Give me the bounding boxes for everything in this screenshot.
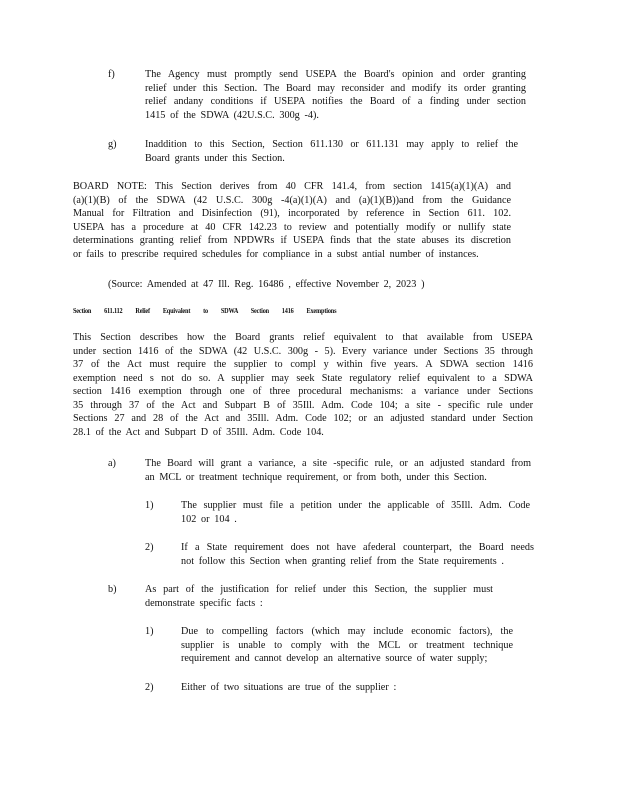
text-line: The supplier must file a petition under the applicable of 35Ill. Adm. Code bbox=[181, 500, 530, 511]
text-line: or fails to prescribe required schedules for compliance in a subst antial number of instances. bbox=[73, 248, 479, 260]
text-line: not follow this Section when granting relief from the State requirements . bbox=[181, 555, 504, 567]
text-line: This Section describes how the Board grants relief equivalent to that available from USEPA bbox=[73, 332, 533, 343]
text-line: 102 or 104 . bbox=[181, 513, 237, 525]
subsection-label-a: a) bbox=[108, 458, 116, 469]
subsection-label-b: b) bbox=[108, 584, 117, 595]
item-b1-text bbox=[181, 625, 513, 666]
item-g-text bbox=[145, 138, 518, 165]
text-line: Inaddition to this Section, Section 611.130 or 611.131 may apply to relief the bbox=[145, 139, 518, 150]
text-line: The Board will grant a variance, a site -specific rule, or an adjusted standard from bbox=[145, 458, 531, 469]
board-note bbox=[73, 180, 511, 261]
text-line: As part of the justification for relief under this Section, the supplier must bbox=[145, 584, 493, 595]
text-line: Manual for Filtration and Disinfection (91), incorporated by reference in Section 611. 102. bbox=[73, 208, 511, 219]
item-b2-text bbox=[181, 681, 421, 695]
item-label-b1: 1) bbox=[145, 626, 154, 637]
item-label-g: g) bbox=[108, 139, 117, 150]
text-line: (a)(1)(B) of the SDWA (42 U.S.C. 300g -4(a)(1)(A) and (a)(1)(B))and from the Guidance bbox=[73, 194, 511, 206]
subsection-a-text bbox=[145, 457, 531, 484]
intro-paragraph bbox=[73, 331, 533, 439]
text-line: Either of two situations are true of the supplier : bbox=[181, 682, 397, 693]
text-line: section 1416 exemption through one of three procedural mechanisms: a variance under Sections bbox=[73, 386, 533, 397]
text-line: an MCL or treatment technique requirement, or from both, under this Section. bbox=[145, 471, 487, 483]
text-line: Board grants under this Section. bbox=[145, 152, 285, 164]
text-line: determinations granting relief from NPDWRs if USEPA finds that the state abuses its discretion bbox=[73, 235, 511, 246]
text-line: BOARD NOTE: This Section derives from 40 CFR 141.4, from section 1415(a)(1)(A) and bbox=[73, 181, 511, 192]
section-heading: Section 611.112 Relief Equivalent to SDWA Section 1416 Exemptions bbox=[73, 306, 337, 315]
item-f-text bbox=[145, 68, 526, 122]
text-line: USEPA has a procedure at 40 CFR 142.23 to review and potentially modify or nullify state bbox=[73, 221, 511, 233]
text-line: under section 1416 of the SDWA (42 U.S.C. 300g - 5). Every variance under Sections 35 through bbox=[73, 345, 533, 357]
text-line: 37 of the Act must require the supplier to compl y within five years. A SDWA section 1416 bbox=[73, 359, 533, 370]
item-label-f: f) bbox=[108, 69, 115, 80]
subsection-b-text bbox=[145, 583, 493, 610]
text-line: Sections 27 and 28 of the Act and 35Ill. Adm. Code 102; or an adjusted standard under Section bbox=[73, 413, 533, 424]
text-line: 1415 of the SDWA (42U.S.C. 300g -4). bbox=[145, 109, 319, 121]
item-label-b2: 2) bbox=[145, 682, 154, 693]
text-line: requirement and cannot develop an alternative source of water supply; bbox=[181, 653, 488, 664]
text-line: relief andany conditions if USEPA notifies the Board of a finding under section bbox=[145, 96, 526, 107]
item-label-a2: 2) bbox=[145, 542, 154, 553]
source-line: (Source: Amended at 47 Ill. Reg. 16486 , effective November 2, 2023 ) bbox=[108, 279, 425, 290]
text-line: exemption need s not do so. A supplier may seek State regulatory relief equivalent to a SDWA bbox=[73, 372, 533, 384]
item-label-a1: 1) bbox=[145, 500, 154, 511]
text-line: If a State requirement does not have afederal counterpart, the Board needs bbox=[181, 542, 534, 553]
text-line: relief under this Section. The Board may reconsider and modify its order granting bbox=[145, 82, 526, 94]
item-a1-text bbox=[181, 499, 530, 526]
text-line: Due to compelling factors (which may include economic factors), the bbox=[181, 626, 513, 637]
text-line: supplier is unable to comply with the MCL or treatment technique bbox=[181, 639, 513, 651]
text-line: 28.1 of the Act and Subpart D of 35Ill. Adm. Code 104. bbox=[73, 426, 324, 438]
item-a2-text bbox=[181, 541, 534, 568]
text-line: The Agency must promptly send USEPA the Board's opinion and order granting bbox=[145, 69, 526, 80]
text-line: demonstrate specific facts : bbox=[145, 597, 263, 609]
text-line: 35 through 37 of the Act and Subpart B of 35Ill. Adm. Code 104; a site - specific rule under bbox=[73, 399, 533, 411]
